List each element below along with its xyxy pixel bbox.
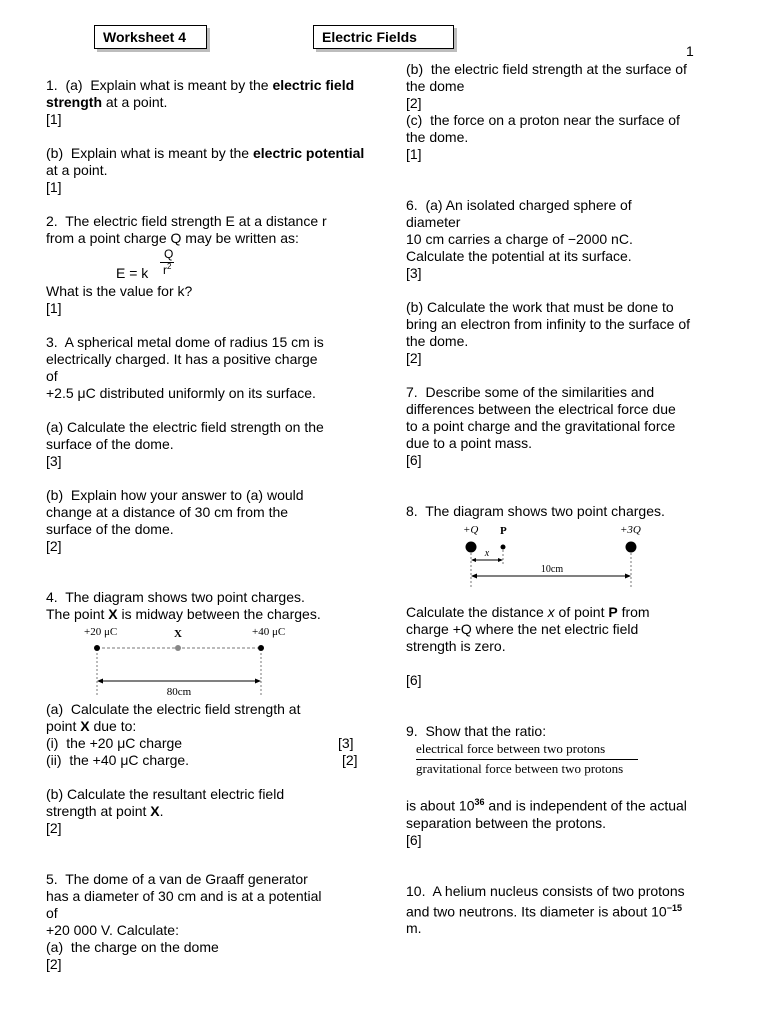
q8-diagram <box>406 520 706 596</box>
q6a-line3: 10 cm carries a charge of −2000 nC. <box>406 231 633 247</box>
q4-left-label: +20 μC <box>84 626 118 638</box>
q6b-line3: the dome. <box>406 333 469 349</box>
q3b-line2: change at a distance of 30 cm from the <box>46 504 289 520</box>
q4b-line2: strength at point X. <box>46 803 164 819</box>
q6b-mark: [2] <box>406 350 422 366</box>
formula-denominator: $r^2$ <box>163 262 172 277</box>
q5b-mark: [2] <box>406 95 422 111</box>
q4-line1: 4. The diagram shows two point charges. <box>46 589 305 605</box>
q9-numerator: electrical force between two protons <box>416 741 606 756</box>
q5c-line2: the dome. <box>406 129 469 145</box>
q7-mark: [6] <box>406 452 422 468</box>
q9-line1: is about $10^{36}$ and is independent of the actual <box>406 797 687 814</box>
q2-line2: from a point charge Q may be written as: <box>46 230 299 246</box>
q6a-line1: 6. (a) An isolated charged sphere of <box>406 197 632 213</box>
q8-x-arrowhead-left <box>471 558 476 562</box>
q4-diagram <box>46 623 346 701</box>
q5-line3: of <box>46 905 58 921</box>
q9-line2: separation between the protons. <box>406 814 607 831</box>
q1b-text: (b) Explain what is meant by the electric potential at a point. <box>46 145 369 178</box>
q6a-line4: Calculate the potential at its surface. <box>406 248 632 264</box>
left-column <box>46 77 369 973</box>
q3b-mark: [2] <box>46 538 62 554</box>
q8-intro: 8. The diagram shows two point charges. <box>406 503 665 519</box>
q4-i-mark: [3] <box>338 735 354 751</box>
q2-mark: [1] <box>46 300 62 316</box>
q3a-mark: [3] <box>46 453 62 469</box>
formula-numerator: Q <box>164 247 174 261</box>
q4-arrowhead-left <box>97 679 103 684</box>
q4-right-charge <box>258 645 264 651</box>
q10-line3: m. <box>406 920 422 937</box>
q8-arrowhead-left <box>471 574 477 579</box>
q7-line4: due to a point mass. <box>406 435 533 451</box>
q1b-mark: [1] <box>46 179 62 195</box>
q4-distance-label: 80cm <box>166 686 192 698</box>
q8-distance-label: 10cm <box>540 564 564 575</box>
q5b-line1: (b) the electric field strength at the surface of <box>406 61 687 77</box>
q3b-line3: surface of the dome. <box>46 521 174 537</box>
q7-line1: 7. Describe some of the similarities and <box>406 384 655 400</box>
q4b-line1: (b) Calculate the resultant electric field <box>46 786 285 802</box>
q5c-line1: (c) the force on a proton near the surface of <box>406 112 680 128</box>
q6b-line1: (b) Calculate the work that must be done to <box>406 299 674 315</box>
q6b-line2: bring an electron from infinity to the surface of <box>406 316 691 332</box>
q8-point-p <box>501 545 506 550</box>
q8-left-label: +Q <box>463 524 479 536</box>
q5c-mark: [1] <box>406 146 422 162</box>
q8-right-charge <box>626 542 637 553</box>
q9-intro: 9. Show that the ratio: <box>406 723 547 739</box>
q5-line4: +20 000 V. Calculate: <box>46 922 179 938</box>
q8-x-label: x <box>484 548 490 559</box>
q4-i-row: (i) the +20 μC charge [3] <box>46 735 354 751</box>
q5-line5: (a) the charge on the dome <box>46 939 219 955</box>
q4-mid-label: X <box>174 628 182 640</box>
right-column <box>406 61 736 937</box>
q6a-mark: [3] <box>406 265 422 281</box>
q4-right-label: +40 μC <box>252 626 286 638</box>
formula-lhs: E = k <box>116 265 149 281</box>
q3-intro-3: of <box>46 368 58 384</box>
q2-formula <box>46 247 366 283</box>
q7-line3: to a point charge and the gravitational force <box>406 418 676 434</box>
q8-left-charge <box>466 542 477 553</box>
q5-line1: 5. The dome of a van de Graaff generator <box>46 871 308 887</box>
q4-ii-row: (ii) the +40 μC charge. [2] <box>46 752 358 768</box>
q8-p-label: P <box>500 525 507 537</box>
q5-line2: has a diameter of 30 cm and is at a potential <box>46 888 322 904</box>
q8-right-label: +3Q <box>620 524 641 536</box>
q4-left-charge <box>94 645 100 651</box>
q8-x-arrowhead-right <box>498 558 503 562</box>
q2-line1: 2. The electric field strength E at a distance r <box>46 213 327 229</box>
q10-line2: and two neutrons. Its diameter is about $10^{-15}$ <box>406 902 682 920</box>
q3b-line1: (b) Explain how your answer to (a) would <box>46 487 304 503</box>
q4a-line2: point X due to: <box>46 718 137 734</box>
worksheet-title-box <box>94 25 207 49</box>
q8-line2: charge +Q where the net electric field <box>406 621 639 637</box>
q3a-line2: surface of the dome. <box>46 436 174 452</box>
q8-mark: [6] <box>406 672 422 688</box>
q4-arrowhead-right <box>255 679 261 684</box>
q8-line1: Calculate the distance x of point P from <box>406 604 650 620</box>
q8-arrowhead-right <box>625 574 631 579</box>
q9-denominator: gravitational force between two protons <box>416 761 624 776</box>
q9-ratio <box>406 740 736 784</box>
q9-mark: [6] <box>406 831 422 848</box>
q6a-line2: diameter <box>406 214 461 230</box>
topic-title: Electric Fields <box>322 29 417 45</box>
q4-line2: The point X is midway between the charges. <box>46 606 321 622</box>
q1a-mark: [1] <box>46 111 62 127</box>
topic-title-box <box>313 25 454 49</box>
q5b-line2: the dome <box>406 78 465 94</box>
q4-point-x <box>175 645 181 651</box>
q1a-text: 1. (a) Explain what is meant by the electric field strength at a point. <box>46 77 359 110</box>
q3-intro-1: 3. A spherical metal dome of radius 15 cm is <box>46 334 324 350</box>
q3-intro-2: electrically charged. It has a positive charge <box>46 351 318 367</box>
page-number: 1 <box>686 43 694 59</box>
q10-line1: 10. A helium nucleus consists of two protons <box>406 882 685 899</box>
q9-fraction-bar <box>416 759 638 760</box>
q3-intro-4: +2.5 μC distributed uniformly on its surface. <box>46 385 316 401</box>
q2-question: What is the value for k? <box>46 283 193 299</box>
worksheet-title: Worksheet 4 <box>103 29 186 45</box>
q3a-line1: (a) Calculate the electric field strength on the <box>46 419 324 435</box>
q4b-mark: [2] <box>46 820 62 836</box>
q5a-mark: [2] <box>46 956 62 972</box>
q7-line2: differences between the electrical force due <box>406 401 676 417</box>
q8-line3: strength is zero. <box>406 638 506 654</box>
q4-ii-mark: [2] <box>342 752 358 768</box>
q4a-line1: (a) Calculate the electric field strength at <box>46 701 301 717</box>
